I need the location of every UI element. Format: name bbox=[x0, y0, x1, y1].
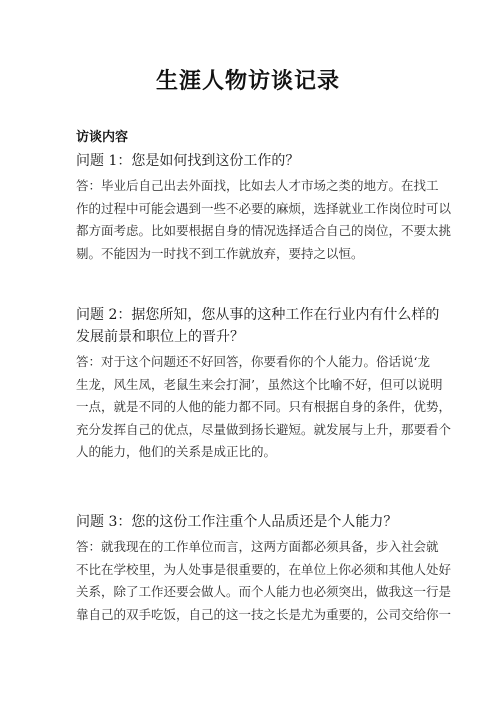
question-2: 问题 2：据您所知，您从事的这种工作在行业内有什么样的 发展前景和职位上的晋升？ bbox=[76, 307, 440, 345]
qa-block-2 bbox=[76, 304, 452, 464]
question-1: 问题 1：您是如何找到这份工作的？ bbox=[76, 153, 300, 169]
section-heading: 访谈内容 bbox=[76, 130, 129, 145]
answer-3: 答：就我现在的工作单位而言，这两方面都必须具备，步入社会就 不比在学校里，为人处事是很重要的，在单位上你必须和其他人处好 关系，除了工作还要会做人。而个人能力也必须突出，做我这一行是 靠自己的双手吃饭，自己的这一技之长是尤为重要的，公司交给你一 bbox=[76, 539, 452, 622]
answer-2: 答：对于这个问题还不好回答，你要看你的个人能力。俗话说‘龙 生龙，风生凤，老鼠生来会打洞’，虽然这个比喻不好，但可以说明 一点，就是不同的人他的能力都不同。只有根据自身的条件，优势， 充分发挥自己的优点，尽量做到扬长避短。就发展与上升，那要看个 人的能力，他们的关系是成正比的。 bbox=[76, 354, 452, 459]
answer-1: 答：毕业后自己出去外面找，比如去人才市场之类的地方。在找工 作的过程中可能会遇到一些不必要的麻烦，选择就业工作岗位时可以 都方面考虑。比如要根据自身的情况选择适合自己的岗位，不要太挑 剔。不能因为一时找不到工作就放弃，要持之以恒。 bbox=[76, 178, 452, 261]
document-title: 生涯人物访谈记录 bbox=[155, 68, 340, 94]
qa-block-3 bbox=[76, 511, 452, 626]
question-3: 问题 3：您的这份工作注重个人品质还是个人能力？ bbox=[76, 514, 398, 530]
qa-block-1 bbox=[76, 150, 452, 265]
